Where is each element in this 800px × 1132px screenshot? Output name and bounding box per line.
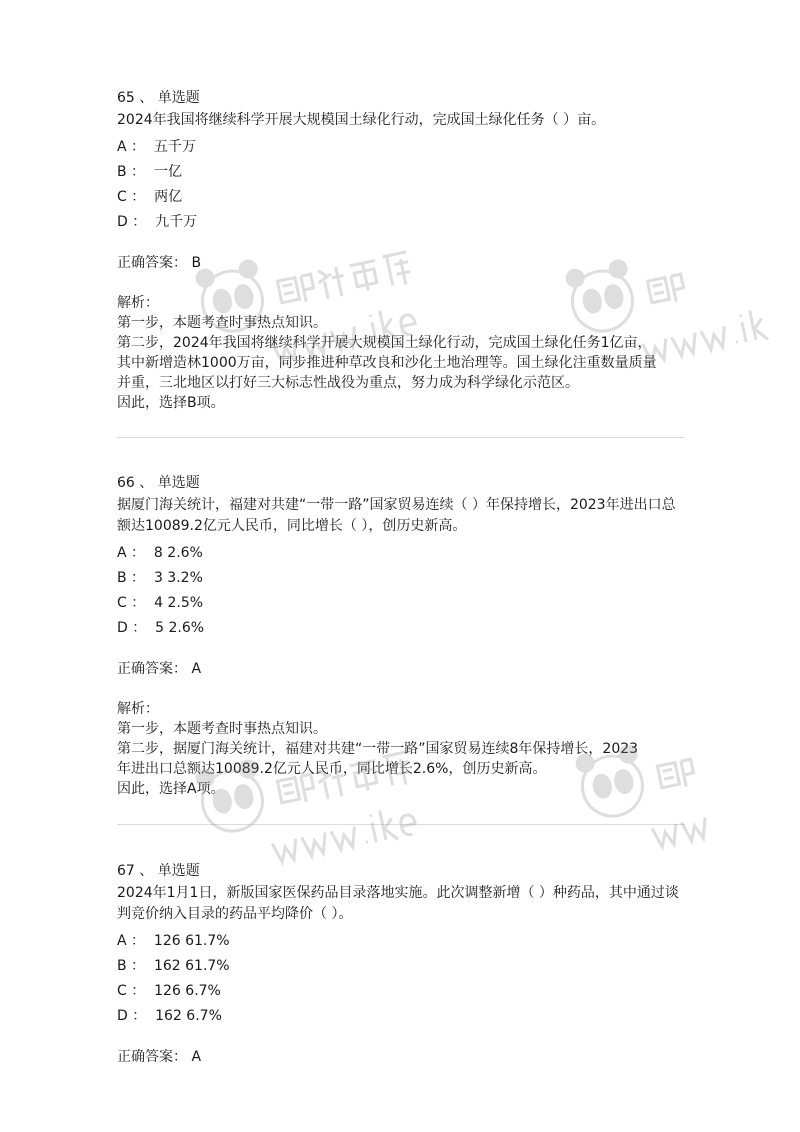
question-header: 65 、 单选题: [117, 90, 200, 106]
option-a: A ： 五千万: [117, 139, 196, 155]
analysis-line: 第一步，本题考查时事热点知识。: [117, 315, 327, 331]
option-b: B ： 3 3.2%: [117, 570, 203, 586]
analysis-line: 其中新增造林1000万亩，同步推进种草改良和沙化土地治理等。国土绿化注重数量质量: [117, 355, 657, 371]
correct-answer: 正确答案： B: [117, 255, 202, 271]
correct-answer: 正确答案： A: [117, 661, 202, 677]
analysis-line: 第二步，据厦门海关统计，福建对共建“一带一路”国家贸易连续8年保持增长，2023: [117, 741, 639, 757]
option-d: D ： 5 2.6%: [117, 620, 205, 636]
option-b: B ： 一亿: [117, 164, 182, 180]
option-d: D ： 九千万: [117, 214, 198, 230]
option-a: A ： 8 2.6%: [117, 545, 203, 561]
question-67: [117, 861, 687, 1067]
analysis-line: 第二步，2024年我国将继续科学开展大规模国土绿化行动，完成国土绿化任务1亿亩，: [117, 335, 652, 351]
analysis-line: 因此，选择A项。: [117, 781, 225, 797]
option-c: C ： 126 6.7%: [117, 983, 221, 999]
option-c: C ： 两亿: [117, 189, 183, 205]
question-text: 2024年1月1日，新版国家医保药品目录落地实施。此次调整新增（ ）种药品，其中通过谈判竞价纳入目录的药品平均降价（ ）。: [117, 885, 679, 922]
analysis-line: 第一步，本题考查时事热点知识。: [117, 721, 327, 737]
correct-answer: 正确答案： A: [117, 1049, 202, 1065]
question-65: [117, 88, 687, 413]
divider: [117, 824, 685, 825]
analysis-line: 年进出口总额达10089.2亿元人民币，同比增长2.6%，创历史新高。: [117, 761, 547, 777]
option-b: B ： 162 61.7%: [117, 958, 230, 974]
analysis-label: 解析：: [117, 295, 159, 311]
question-header: 66 、 单选题: [117, 475, 200, 491]
option-d: D ： 162 6.7%: [117, 1008, 222, 1024]
analysis-label: 解析：: [117, 701, 159, 717]
analysis-line: 并重，三北地区以打好三大标志性战役为重点，努力成为科学绿化示范区。: [117, 375, 579, 391]
question-66: [117, 473, 687, 799]
analysis-line: 因此，选择B项。: [117, 395, 225, 411]
question-text: 2024年我国将继续科学开展大规模国土绿化行动，完成国土绿化任务（ ）亩。: [117, 112, 606, 128]
option-c: C ： 4 2.5%: [117, 595, 204, 611]
option-a: A ： 126 61.7%: [117, 933, 230, 949]
question-text: 据厦门海关统计，福建对共建“一带一路”国家贸易连续（ ）年保持增长，2023年进出口总额达10089.2亿元人民币，同比增长（ ），创历史新高。: [117, 497, 676, 534]
question-header: 67 、 单选题: [117, 863, 200, 879]
divider: [117, 437, 685, 438]
